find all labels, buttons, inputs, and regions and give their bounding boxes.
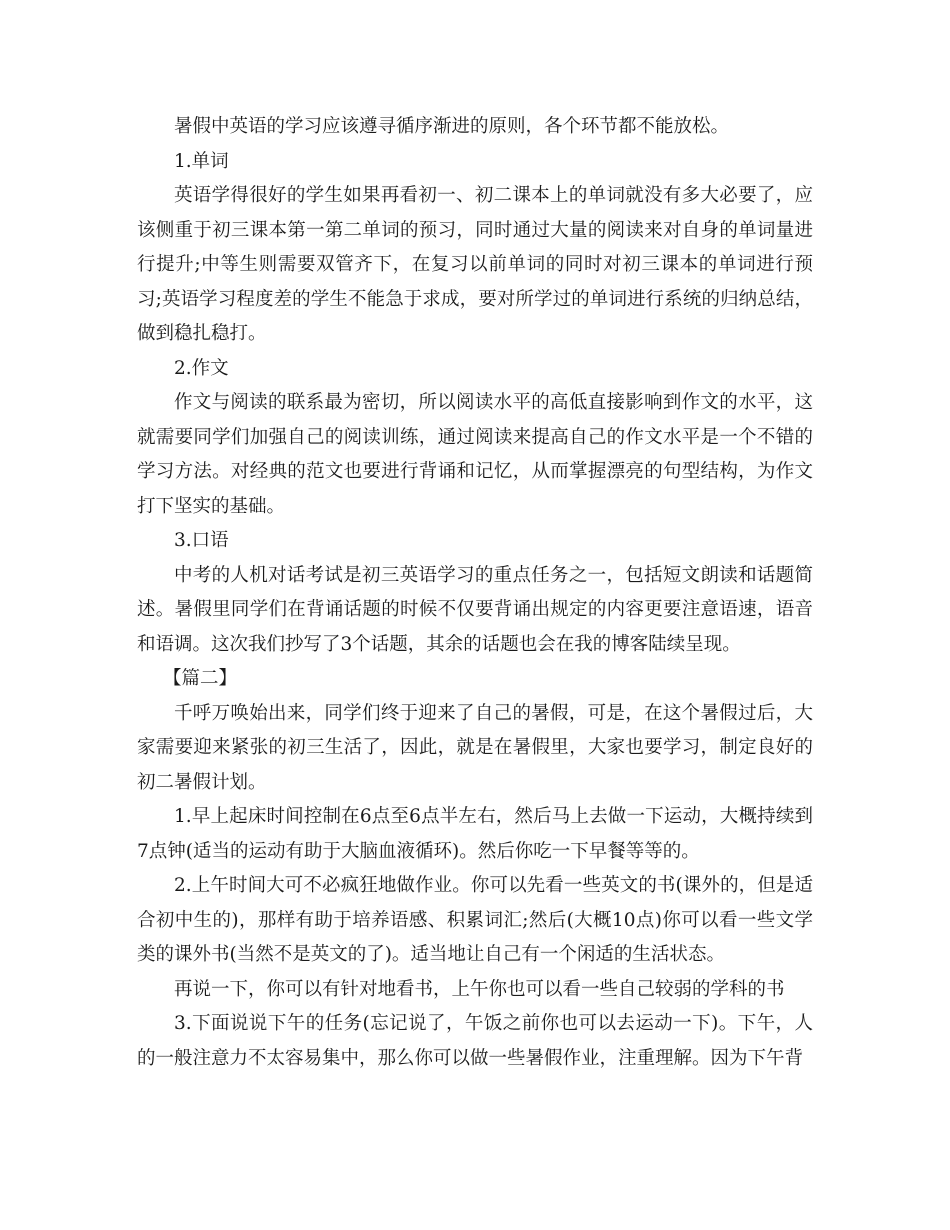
morning-schedule-paragraph: 1.早上起床时间控制在6点至6点半左右，然后马上去做一下运动，大概持续到7点钟(适当的运动有助于大脑血液循环)。然后你吃一下早餐等等的。 <box>137 806 813 862</box>
part-two-heading: 【篇二】 <box>163 668 238 689</box>
vocabulary-paragraph: 英语学得很好的学生如果再看初一、初二课本上的单词就没有多大必要了，应该侧重于初三课本第一第二单词的预习，同时通过大量的阅读来对自身的单词量进行提升;中等生则需要双管齐下，在复习以前单词的同时对初三课本的单词进行预习;英语学习程度差的学生不能急于求成，要对所学过的单词进行系统的归纳总结，做到稳扎稳打。 <box>137 185 813 344</box>
intro-paragraph: 暑假中英语的学习应该遵寻循序渐进的原则，各个环节都不能放松。 <box>174 116 730 137</box>
reading-tip-paragraph: 再说一下，你可以有针对地看书，上午你也可以看一些自己较弱的学科的书 <box>174 978 785 1000</box>
document-body <box>137 110 813 1076</box>
part-two-intro-paragraph: 千呼万唤始出来，同学们终于迎来了自己的暑假，可是，在这个暑假过后，大家需要迎来紧张的初三生活了，因此，就是在暑假里，大家也要学习，制定良好的初二暑假计划。 <box>137 702 813 793</box>
section-heading-composition: 2.作文 <box>174 357 229 379</box>
section-heading-speaking: 3.口语 <box>174 530 229 551</box>
composition-paragraph: 作文与阅读的联系最为密切，所以阅读水平的高低直接影响到作文的水平，这就需要同学们加强自己的阅读训练，通过阅读来提高自己的作文水平是一个不错的学习方法。对经典的范文也要进行背诵和记忆，从而掌握漂亮的句型结构，为作文打下坚实的基础。 <box>137 392 813 517</box>
speaking-paragraph: 中考的人机对话考试是初三英语学习的重点任务之一，包括短文朗读和话题简述。暑假里同学们在背诵话题的时候不仅要背诵出规定的内容更要注意语速，语音和语调。这次我们抄写了3个话题，其余的话题也会在我的博客陆续呈现。 <box>137 564 813 655</box>
afternoon-schedule-paragraph: 3.下面说说下午的任务(忘记说了，午饭之前你也可以去运动一下)。下午，人的一般注意力不太容易集中，那么你可以做一些暑假作业，注重理解。因为下午背 <box>137 1013 813 1069</box>
forenoon-schedule-paragraph: 2.上午时间大可不必疯狂地做作业。你可以先看一些英文的书(课外的，但是适合初中生的)，那样有助于培养语感、积累词汇;然后(大概10点)你可以看一些文学类的课外书(当然不是英文的了)。适当地让自己有一个闲适的生活状态。 <box>137 875 813 965</box>
section-heading-vocabulary: 1.单词 <box>174 150 229 172</box>
